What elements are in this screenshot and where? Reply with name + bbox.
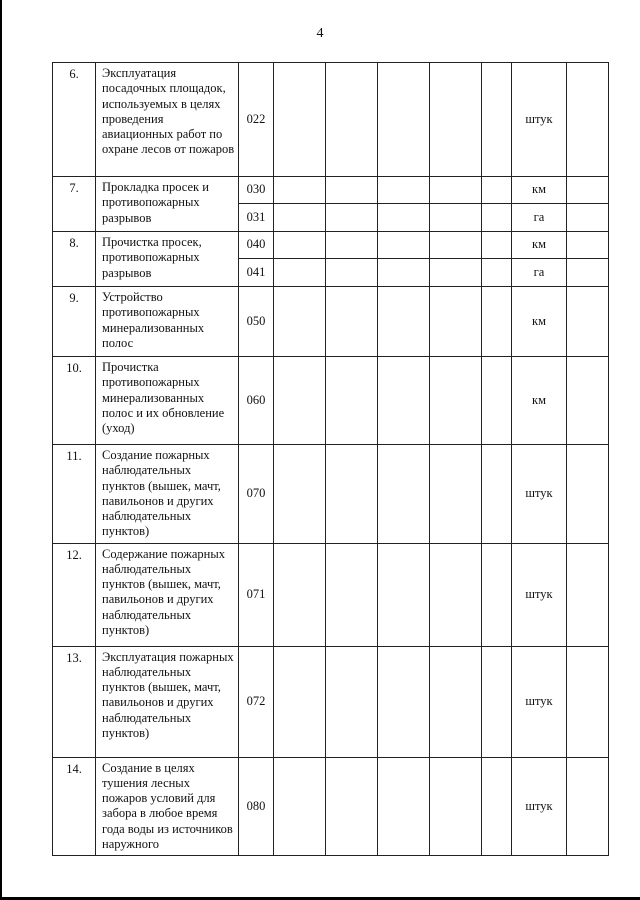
value-cell — [274, 543, 326, 646]
value-cell — [378, 543, 430, 646]
value-cell — [378, 204, 430, 232]
report-table — [52, 62, 609, 856]
value-cell — [482, 757, 512, 856]
value-cell — [567, 445, 609, 544]
row-name-cell: Эксплуатация посадочных площадок, используемых в целях проведения авиационных работ по охране лесов от пожаров — [96, 63, 239, 177]
report-table-wrapper — [52, 62, 609, 856]
value-cell — [378, 63, 430, 177]
value-cell — [274, 357, 326, 445]
table-row — [53, 232, 609, 259]
row-code-cell: 072 — [239, 646, 274, 757]
value-cell — [326, 259, 378, 287]
value-cell — [378, 646, 430, 757]
row-name-cell: Прочистка противопожарных минерализованных полос и их обновление (уход) — [96, 357, 239, 445]
unit-cell: га — [512, 259, 567, 287]
unit-cell: км — [512, 177, 567, 204]
value-cell — [326, 63, 378, 177]
value-cell — [482, 646, 512, 757]
value-cell — [274, 177, 326, 204]
value-cell — [482, 357, 512, 445]
value-cell — [430, 63, 482, 177]
value-cell — [326, 357, 378, 445]
value-cell — [378, 232, 430, 259]
value-cell — [378, 177, 430, 204]
value-cell — [567, 357, 609, 445]
value-cell — [430, 445, 482, 544]
value-cell — [430, 177, 482, 204]
row-code-cell: 030 — [239, 177, 274, 204]
row-code-cell: 071 — [239, 543, 274, 646]
value-cell — [567, 646, 609, 757]
value-cell — [274, 232, 326, 259]
value-cell — [482, 63, 512, 177]
table-row — [53, 445, 609, 544]
row-name-cell: Устройство противопожарных минерализованных полос — [96, 287, 239, 357]
row-number-cell: 10. — [53, 357, 96, 445]
table-row — [53, 63, 609, 177]
row-code-cell: 022 — [239, 63, 274, 177]
row-number-cell: 9. — [53, 287, 96, 357]
value-cell — [274, 646, 326, 757]
value-cell — [326, 543, 378, 646]
unit-cell: км — [512, 232, 567, 259]
value-cell — [326, 646, 378, 757]
row-code-cell: 031 — [239, 204, 274, 232]
row-code-cell: 040 — [239, 232, 274, 259]
value-cell — [326, 232, 378, 259]
unit-cell: штук — [512, 445, 567, 544]
value-cell — [482, 204, 512, 232]
table-row — [53, 543, 609, 646]
value-cell — [274, 63, 326, 177]
value-cell — [482, 177, 512, 204]
row-name-cell: Эксплуатация пожарных наблюдательных пунктов (вышек, мачт, павильонов и других наблюдательных пунктов) — [96, 646, 239, 757]
value-cell — [274, 204, 326, 232]
value-cell — [430, 543, 482, 646]
value-cell — [430, 204, 482, 232]
value-cell — [567, 177, 609, 204]
value-cell — [378, 757, 430, 856]
row-name-cell: Прокладка просек и противопожарных разрывов — [96, 177, 239, 232]
row-number-cell: 11. — [53, 445, 96, 544]
unit-cell: штук — [512, 63, 567, 177]
value-cell — [567, 287, 609, 357]
value-cell — [326, 204, 378, 232]
value-cell — [430, 757, 482, 856]
row-code-cell: 080 — [239, 757, 274, 856]
value-cell — [482, 232, 512, 259]
table-row — [53, 357, 609, 445]
value-cell — [430, 287, 482, 357]
value-cell — [567, 757, 609, 856]
unit-cell: штук — [512, 646, 567, 757]
value-cell — [378, 287, 430, 357]
unit-cell: км — [512, 357, 567, 445]
row-number-cell: 13. — [53, 646, 96, 757]
row-number-cell: 6. — [53, 63, 96, 177]
unit-cell: штук — [512, 757, 567, 856]
value-cell — [430, 357, 482, 445]
row-code-cell: 041 — [239, 259, 274, 287]
row-name-cell: Создание пожарных наблюдательных пунктов (вышек, мачт, павильонов и других наблюдательных пунктов) — [96, 445, 239, 544]
value-cell — [326, 757, 378, 856]
value-cell — [274, 287, 326, 357]
value-cell — [567, 232, 609, 259]
value-cell — [274, 757, 326, 856]
table-row — [53, 646, 609, 757]
row-number-cell: 7. — [53, 177, 96, 232]
scan-left-edge — [0, 0, 2, 900]
row-number-cell: 12. — [53, 543, 96, 646]
table-row — [53, 177, 609, 204]
unit-cell: га — [512, 204, 567, 232]
row-name-cell: Прочистка просек, противопожарных разрывов — [96, 232, 239, 287]
value-cell — [378, 357, 430, 445]
value-cell — [567, 204, 609, 232]
row-code-cell: 060 — [239, 357, 274, 445]
row-number-cell: 14. — [53, 757, 96, 856]
row-name-cell: Создание в целях тушения лесных пожаров условий для забора в любое время года воды из источников наружного — [96, 757, 239, 856]
row-code-cell: 070 — [239, 445, 274, 544]
value-cell — [567, 543, 609, 646]
page-number: 4 — [316, 26, 324, 41]
value-cell — [482, 287, 512, 357]
value-cell — [326, 445, 378, 544]
value-cell — [326, 177, 378, 204]
value-cell — [430, 646, 482, 757]
unit-cell: штук — [512, 543, 567, 646]
value-cell — [274, 445, 326, 544]
value-cell — [482, 259, 512, 287]
unit-cell: км — [512, 287, 567, 357]
table-row — [53, 287, 609, 357]
value-cell — [274, 259, 326, 287]
value-cell — [378, 445, 430, 544]
row-code-cell: 050 — [239, 287, 274, 357]
value-cell — [567, 259, 609, 287]
value-cell — [430, 232, 482, 259]
table-row — [53, 757, 609, 856]
row-name-cell: Содержание пожарных наблюдательных пунктов (вышек, мачт, павильонов и других наблюдательных пунктов) — [96, 543, 239, 646]
value-cell — [482, 543, 512, 646]
value-cell — [482, 445, 512, 544]
value-cell — [326, 287, 378, 357]
value-cell — [430, 259, 482, 287]
value-cell — [378, 259, 430, 287]
row-number-cell: 8. — [53, 232, 96, 287]
value-cell — [567, 63, 609, 177]
